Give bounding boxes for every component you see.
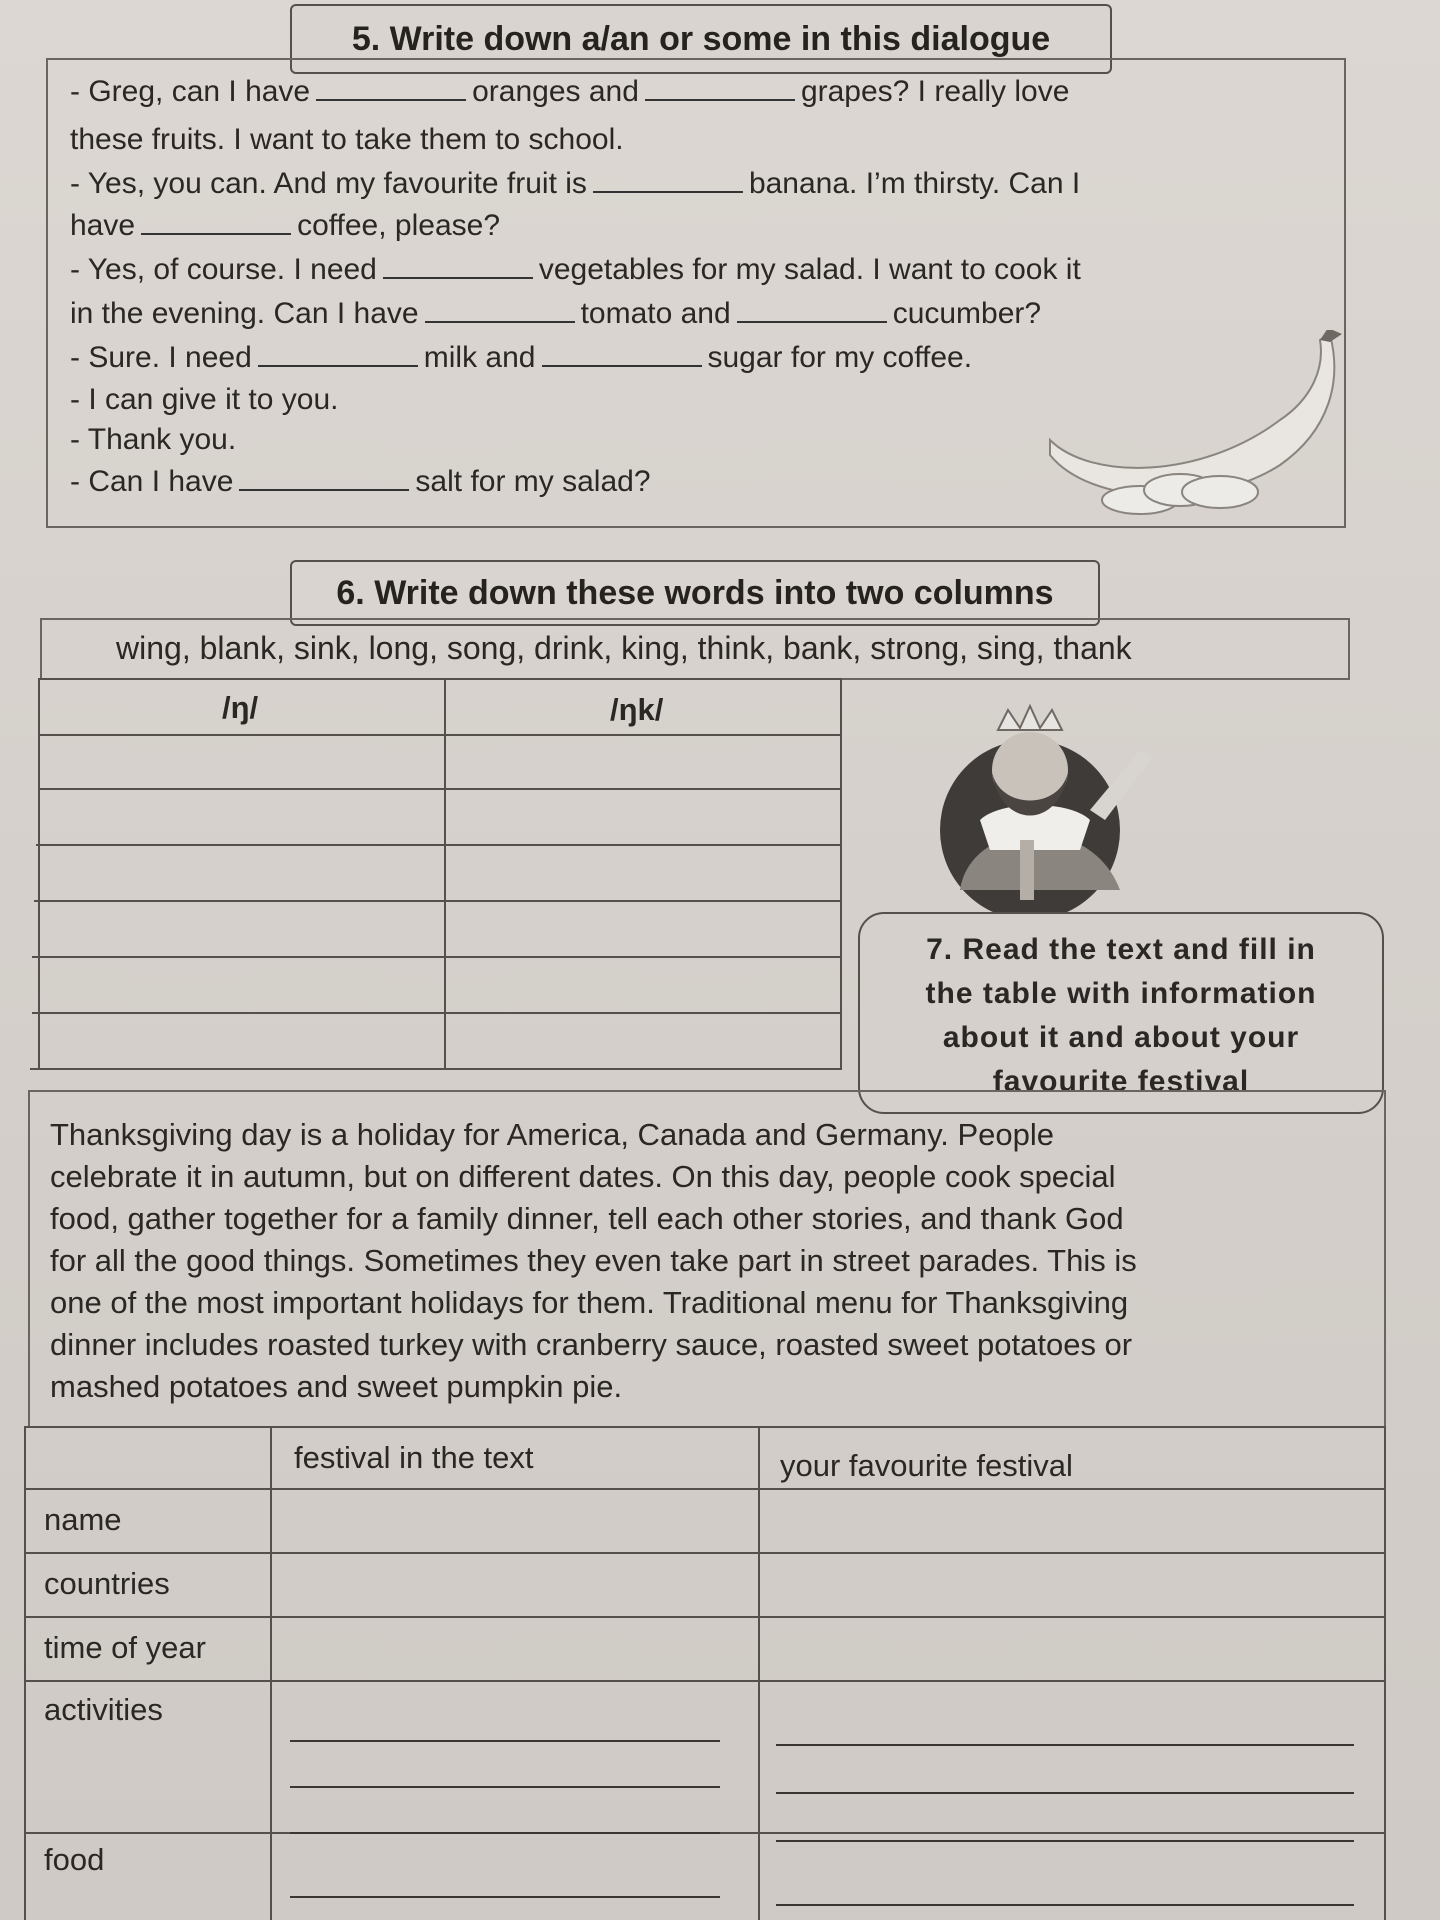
- dialogue-text: - Yes, you can. And my favourite fruit is: [70, 167, 587, 200]
- dialogue-line-2: [70, 122, 624, 158]
- callout-line: 7. Read the text and fill in: [926, 933, 1316, 966]
- row-label-countries: countries: [44, 1566, 170, 1601]
- dialogue-text: - Sure. I need: [70, 341, 252, 374]
- column-header-ng: /ŋ/: [222, 690, 259, 725]
- dialogue-text: - I can give it to you.: [70, 383, 339, 416]
- dialogue-text: tomato and: [580, 297, 731, 330]
- dialogue-text: cucumber?: [892, 297, 1042, 330]
- answer-blank[interactable]: [239, 467, 409, 491]
- answer-blank[interactable]: [737, 299, 887, 323]
- callout-line: about it and about your: [942, 1021, 1300, 1054]
- dialogue-text: - Can I have: [70, 465, 234, 498]
- answer-blank[interactable]: [593, 169, 743, 193]
- dialogue-text: - Thank you.: [70, 423, 237, 456]
- word-bank: wing, blank, sink, long, song, drink, king, think, bank, strong, sing, thank: [116, 630, 1132, 666]
- reading-line: food, gather together for a family dinner, tell each other stories, and thank God: [50, 1201, 1124, 1236]
- dialogue-text: in the evening. Can I have: [70, 297, 419, 330]
- answer-blank[interactable]: [141, 211, 291, 235]
- dialogue-line-8: [70, 382, 338, 418]
- dialogue-text: grapes? I really love: [800, 75, 1070, 108]
- answer-line[interactable]: [776, 1904, 1354, 1906]
- dialogue-text: banana. I’m thirsty. Can I: [748, 167, 1081, 200]
- banana-illustration: [1030, 330, 1350, 530]
- column-header-ngk: /ŋk/: [610, 692, 664, 727]
- answer-blank[interactable]: [542, 343, 702, 367]
- callout-line: the table with information: [925, 977, 1317, 1010]
- exercise6-title: 6. Write down these words into two columns: [290, 560, 1100, 626]
- king-illustration: [930, 690, 1190, 920]
- header-festival-in-text: festival in the text: [294, 1440, 534, 1475]
- reading-line: dinner includes roasted turkey with cranberry sauce, roasted sweet potatoes or: [50, 1327, 1133, 1362]
- dialogue-line-6: [70, 296, 1041, 332]
- row-label-name: name: [44, 1502, 122, 1537]
- dialogue-text: salt for my salad?: [415, 465, 651, 498]
- dialogue-text: have: [70, 209, 136, 242]
- exercise7-title: [858, 912, 1384, 1114]
- answer-line[interactable]: [776, 1792, 1354, 1794]
- dialogue-text: vegetables for my salad. I want to cook it: [538, 253, 1081, 286]
- reading-line: one of the most important holidays for them. Traditional menu for Thanksgiving: [50, 1285, 1129, 1320]
- dialogue-line-9: [70, 422, 236, 458]
- dialogue-line-1: [70, 74, 1069, 110]
- answer-blank[interactable]: [383, 255, 533, 279]
- callout-line: favourite festival: [992, 1065, 1250, 1098]
- header-your-festival: your favourite festival: [780, 1448, 1073, 1483]
- dialogue-text: these fruits. I want to take them to school.: [70, 123, 624, 156]
- answer-line[interactable]: [290, 1896, 720, 1898]
- answer-line[interactable]: [776, 1840, 1354, 1842]
- dialogue-line-7: [70, 340, 972, 376]
- dialogue-line-10: [70, 464, 651, 500]
- answer-blank[interactable]: [425, 299, 575, 323]
- dialogue-line-3: [70, 166, 1080, 202]
- dialogue-line-4: [70, 208, 500, 244]
- dialogue-text: - Greg, can I have: [70, 75, 311, 108]
- dialogue-text: sugar for my coffee.: [707, 341, 973, 374]
- reading-line: for all the good things. Sometimes they even take part in street parades. This is: [50, 1243, 1137, 1278]
- dialogue-text: - Yes, of course. I need: [70, 253, 377, 286]
- answer-blank[interactable]: [316, 77, 466, 101]
- answer-line[interactable]: [290, 1832, 720, 1834]
- reading-line: celebrate it in autumn, but on different dates. On this day, people cook special: [50, 1159, 1116, 1194]
- answer-line[interactable]: [290, 1740, 720, 1742]
- dialogue-text: coffee, please?: [297, 209, 501, 242]
- reading-line: Thanksgiving day is a holiday for America, Canada and Germany. People: [50, 1117, 1055, 1152]
- reading-text: [50, 1114, 1370, 1408]
- dialogue-line-5: [70, 252, 1081, 288]
- row-label-time-of-year: time of year: [44, 1630, 206, 1665]
- reading-line: mashed potatoes and sweet pumpkin pie.: [50, 1369, 623, 1404]
- exercise5-title: 5. Write down a/an or some in this dialogue: [290, 4, 1112, 74]
- dialogue-text: milk and: [423, 341, 536, 374]
- dialogue-text: oranges and: [472, 75, 639, 108]
- row-label-food: food: [44, 1842, 105, 1877]
- answer-blank[interactable]: [258, 343, 418, 367]
- row-label-activities: activities: [44, 1692, 163, 1727]
- answer-line[interactable]: [776, 1744, 1354, 1746]
- answer-line[interactable]: [290, 1786, 720, 1788]
- answer-blank[interactable]: [645, 77, 795, 101]
